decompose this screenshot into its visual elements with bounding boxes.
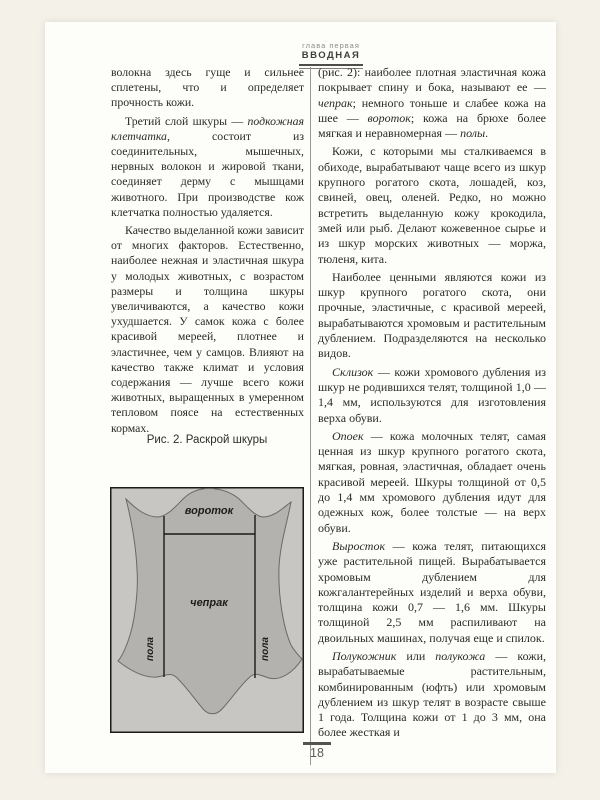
paragraph: Кожи, с которыми мы сталкиваемся в обиходе, вырабатывают чаще всего из шкур крупного рогатого скота, лошадей, коз, свиней, овец, оленей. Редко, но можно встретить выделанную кожу крокодила, змей или рыб. Делают кожевенное сырье и из шкур морских животных — моржа, тюленя, кита. xyxy=(318,144,546,266)
book-page xyxy=(45,22,556,773)
paragraph: Наиболее ценными являются кожи из шкур крупного рогатого скота, они прочные, эластичные, с красивой мереей, вырабатываются хромовым и растительным дублением. Подразделяются на несколько видов. xyxy=(318,269,546,361)
text-column-right xyxy=(318,65,546,767)
figure-caption: Рис. 2. Раскрой шкуры xyxy=(146,434,268,446)
text-column-left xyxy=(111,65,304,435)
chapter-title: ВВОДНАЯ xyxy=(301,49,361,61)
paragraph: (рис. 2): наиболее плотная эластичная кожа покрывает спину и бока, называют ее — чепрак; немного тоньше и слабее кожа на шее — вороток; кожа на брюхе более мягкая и неравномерная — полы. xyxy=(318,65,546,141)
paragraph: Выросток — кожа телят, питающихся уже растительной пищей. Вырабатывается хромовым дублением для кожгалантерейных изделий и верха обуви, толщина кожи 0,7 — 1,6 мм. Шкуры толщиной 2,5 мм распиливают на двоильных машинах, получая еще и спилок. xyxy=(318,538,546,645)
chapter-label: глава первая xyxy=(302,41,360,50)
figure-hide-cutting-diagram xyxy=(110,487,304,733)
label-pola-left: пола xyxy=(145,637,156,661)
label-vorotok: вороток xyxy=(184,505,234,517)
paragraph: Склизок — кожи хромового дубления из шкур не родившихся телят, толщиной 1,0 — 1,4 мм, используются для изготовления верха обуви. xyxy=(318,364,546,425)
label-pola-right: пола xyxy=(260,637,271,661)
hide-diagram-svg xyxy=(110,487,304,733)
paragraph: Качество выделанной кожи зависит от многих факторов. Естественно, наиболее нежная и эластичная шкура у молодых животных, с возрастом размеры и толщина шкуры увеличиваются, а качество кожи ухудшается. У самок кожа с более красивой мереей, плотнее и эластичнее, чем у самцов. Влияют на качество также климат и условия содержания — лучше всего кожи животных, выращенных в умеренном тепловом поясе на естественных кормах. xyxy=(111,223,304,435)
page-number: 18 xyxy=(310,746,324,760)
label-cheprak: чепрак xyxy=(190,597,228,609)
paragraph: Полукожник или полукожа — кожи, вырабатываемые растительным, комбинированным (юфть) или хромовым дублением из шкур телят в возрасте свыше 1 года. Толщина кожи от 1 до 3 мм, она более жесткая и xyxy=(318,648,546,740)
footer-rule xyxy=(303,742,331,745)
paragraph: Третий слой шкуры — подкожная клетчатка, состоит из соединительных, мышечных, нервных волокон и жировой ткани, соединяет дерму с мышцами животного. При производстве кож клетчатка полностью удаляется. xyxy=(111,113,304,219)
column-divider-rule xyxy=(310,67,311,765)
paragraph: Опоек — кожа молочных телят, самая ценная из шкур крупного рогатого скота, мягкая, ровная, эластичная, обладает очень красивой мереей. Шкуры толщиной от 0,5 до 1,4 мм хромового дубления идут для одежных кож, более толстые — на верх обуви. xyxy=(318,428,546,535)
paragraph: волокна здесь гуще и сильнее сплетены, что и определяет прочность кожи. xyxy=(111,65,304,110)
